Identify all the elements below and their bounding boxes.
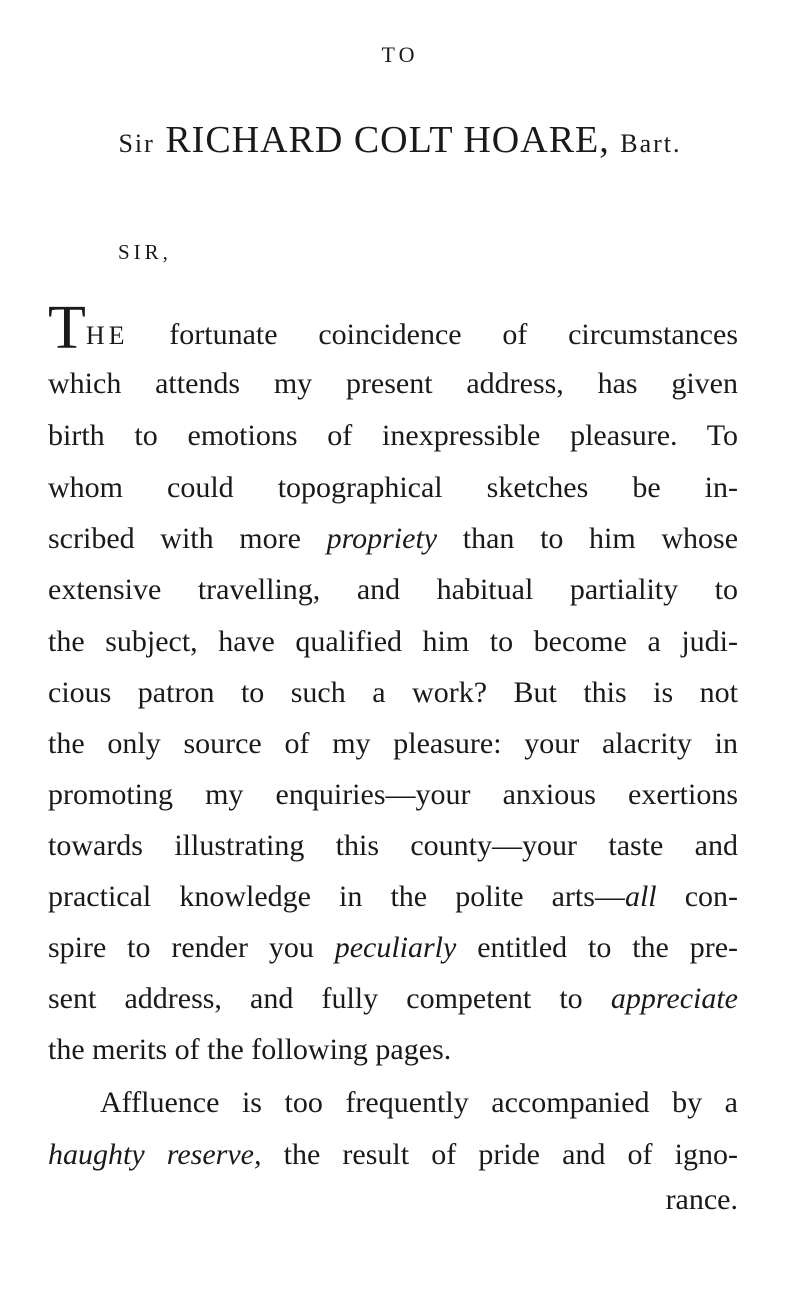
line-text: practical knowledge in the polite arts— [48,880,625,913]
text-line [48,928,738,968]
italic-text: propriety [326,522,438,555]
text-line: promoting my enquiries—your anxious exertions [48,778,738,811]
line-text: sent address, and fully competent to [48,982,583,1015]
text-line: cious patron to such a work? But this is not [48,676,738,709]
text-line: extensive travelling, and habitual partiality to [48,573,738,606]
caps-rest: HE [85,321,129,350]
heading-to: TO [381,42,419,67]
dedicatee-prefix: Sir [118,129,155,158]
line-text: con- [684,880,739,913]
text-line [48,519,738,559]
text-line [48,294,738,362]
drop-cap: T [48,294,86,362]
dedicatee-title [0,118,800,162]
line-text: entitled to the pre- [477,931,738,964]
text-line [48,1135,738,1175]
line-text: than to him whose [462,522,739,555]
text-line: the only source of my pleasure: your alacrity in [48,727,738,760]
italic-text: haughty reserve, [48,1138,262,1171]
italic-text: peculiarly [334,931,457,964]
text-line: which attends my present address, has given [48,367,738,400]
line-text: scribed with more [48,522,301,555]
dedicatee-suffix: Bart. [620,129,682,158]
italic-text: all [624,880,657,913]
dedicatee-name: RICHARD COLT HOARE, [165,119,610,161]
text-line [48,979,738,1019]
text-line: the merits of the following pages. [48,1033,452,1066]
text-line: Affluence is too frequently accompanied by a [100,1086,738,1119]
salutation: SIR, [118,240,172,264]
text-line: birth to emotions of inexpressible pleasure. To [48,419,738,452]
text-line: rance. [665,1183,738,1216]
text-line: whom could topographical sketches be in- [48,471,738,504]
line-text: fortunate coincidence of circumstances [169,318,738,351]
text-line: towards illustrating this county—your taste and [48,829,738,862]
text-line: the subject, have qualified him to become a judi- [48,625,738,658]
line-text: the result of pride and of igno- [283,1138,739,1171]
text-line [48,877,738,917]
line-text: spire to render you [48,931,314,964]
italic-text: appreciate [610,982,738,1015]
